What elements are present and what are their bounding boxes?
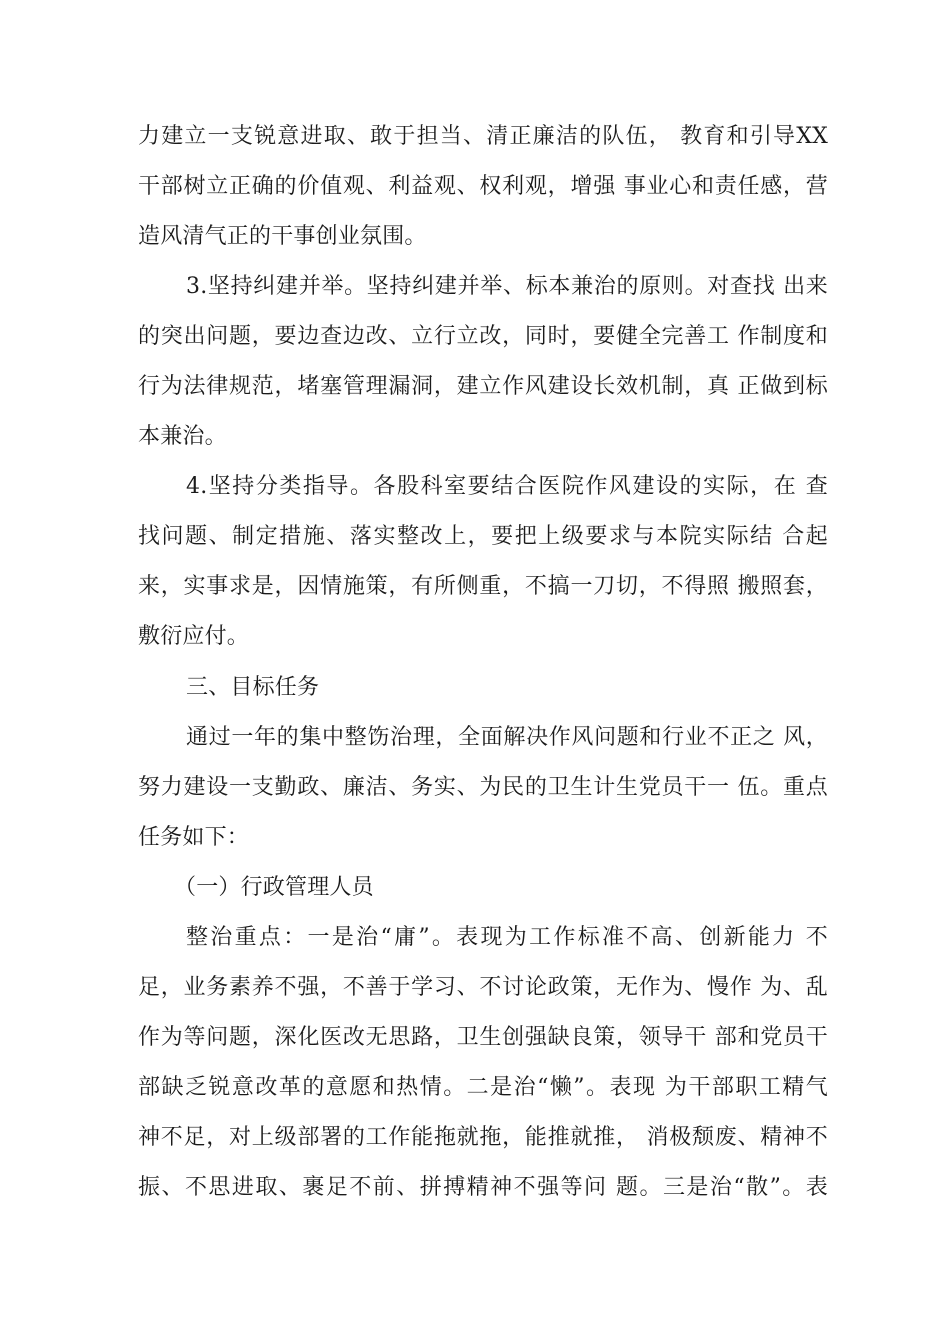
paragraph-2-line-2: 的突出问题，要边查边改、立行立改，同时，要健全完善工 作制度和	[138, 324, 828, 349]
section-heading-3: 三、目标任务	[186, 675, 320, 700]
paragraph-3-line-1: 4.坚持分类指导。各股科室要结合医院作风建设的实际，在 查	[186, 474, 828, 499]
paragraph-4-line-2: 努力建设一支勤政、廉洁、务实、为民的卫生计生党员干一 伍。重点	[138, 775, 828, 800]
paragraph-5-line-3: 作为等问题，深化医改无思路，卫生创强缺良策，领导干 部和党员干	[138, 1025, 828, 1050]
paragraph-4-line-3: 任务如下：	[138, 825, 250, 850]
paragraph-5-line-4: 部缺乏锐意改革的意愿和热情。二是治“懒”。表现 为干部职工精气	[138, 1075, 828, 1100]
paragraph-5-line-1: 整治重点：一是治“庸”。表现为工作标准不高、创新能力 不	[186, 925, 828, 950]
paragraph-3-line-4: 敷衍应付。	[138, 624, 250, 649]
paragraph-1-line-2: 干部树立正确的价值观、利益观、权利观，增强 事业心和责任感，营	[138, 174, 828, 199]
paragraph-2-line-1: 3.坚持纠建并举。坚持纠建并举、标本兼治的原则。对查找 出来	[186, 274, 828, 299]
paragraph-5-line-6: 振、不思进取、裹足不前、拼搏精神不强等问 题。三是治“散”。表	[138, 1175, 828, 1200]
paragraph-1-line-1: 力建立一支锐意进取、敢于担当、清正廉洁的队伍， 教育和引导XX	[138, 124, 828, 149]
paragraph-2-line-3: 行为法律规范，堵塞管理漏洞，建立作风建设长效机制，真 正做到标	[138, 374, 828, 399]
paragraph-4-line-1: 通过一年的集中整饬治理，全面解决作风问题和行业不正之 风，	[186, 725, 828, 750]
paragraph-3-line-3: 来，实事求是，因情施策，有所侧重，不搞一刀切，不得照 搬照套，	[138, 574, 828, 599]
paragraph-5-line-5: 神不足，对上级部署的工作能拖就拖，能推就推， 消极颓废、精神不	[138, 1125, 828, 1150]
paragraph-1-line-3: 造风清气正的干事创业氛围。	[138, 224, 427, 249]
paragraph-3-line-2: 找问题、制定措施、落实整改上，要把上级要求与本院实际结 合起	[138, 524, 828, 549]
paragraph-2-line-4: 本兼治。	[138, 424, 227, 449]
paragraph-5-line-2: 足，业务素养不强，不善于学习、不讨论政策，无作为、慢作 为、乱	[138, 975, 828, 1000]
subheading-1: （一）行政管理人员	[174, 875, 374, 900]
